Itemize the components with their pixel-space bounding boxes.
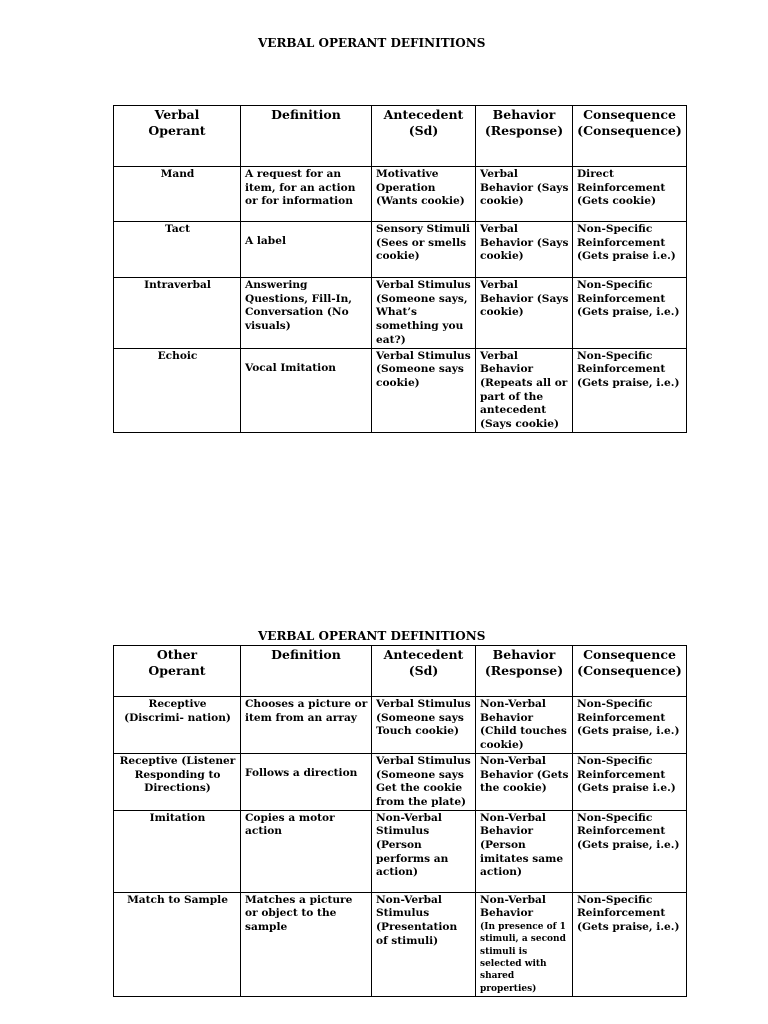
consequence-cell: Non-Specific Reinforcement (Gets praise, i.e.) xyxy=(573,810,687,892)
behavior-cell: Non-Verbal Behavior (Child touches cookie) xyxy=(476,697,573,754)
operant-cell: Intraverbal xyxy=(114,278,241,349)
definition-cell: A label xyxy=(241,222,372,278)
operant-cell: Tact xyxy=(114,222,241,278)
page-title: VERBAL OPERANT DEFINITIONS xyxy=(258,36,486,50)
antecedent-cell: Non-Verbal Stimulus (Person performs an action) xyxy=(372,810,476,892)
operant-cell: Imitation xyxy=(114,810,241,892)
antecedent-cell: Verbal Stimulus (Someone says cookie) xyxy=(372,348,476,432)
operant-cell: Echoic xyxy=(114,348,241,432)
operant-cell: Mand xyxy=(114,167,241,222)
behavior-cell: Verbal Behavior (Says cookie) xyxy=(476,167,573,222)
header-antecedent: Antecedent (Sd) xyxy=(372,106,476,167)
header-operant: Other Operant xyxy=(114,646,241,697)
consequence-cell: Non-Specific Reinforcement (Gets praise, i.e.) xyxy=(573,892,687,996)
consequence-cell: Non-Specific Reinforcement (Gets praise, i.e.) xyxy=(573,278,687,349)
behavior-cell: Verbal Behavior (Says cookie) xyxy=(476,222,573,278)
table-header-row xyxy=(114,106,687,167)
antecedent-cell: Non-Verbal Stimulus (Presentation of stimuli) xyxy=(372,892,476,996)
definition-cell: Answering Questions, Fill-In, Conversation (No visuals) xyxy=(241,278,372,349)
operant-cell: Match to Sample xyxy=(114,892,241,996)
table-row xyxy=(114,167,687,222)
antecedent-cell: Verbal Stimulus (Someone says, What’s something you eat?) xyxy=(372,278,476,349)
header-behavior: Behavior (Response) xyxy=(476,646,573,697)
table-row xyxy=(114,348,687,432)
behavior-cell: Non-Verbal Behavior (Person imitates same action) xyxy=(476,810,573,892)
verbal-operant-table xyxy=(113,105,687,433)
consequence-cell: Non-Specific Reinforcement (Gets praise, i.e.) xyxy=(573,348,687,432)
section-title: VERBAL OPERANT DEFINITIONS xyxy=(258,629,486,643)
table-header-row xyxy=(114,646,687,697)
antecedent-cell: Verbal Stimulus (Someone says Get the cookie from the plate) xyxy=(372,753,476,810)
definition-cell: A request for an item, for an action or for information xyxy=(241,167,372,222)
header-operant: Verbal Operant xyxy=(114,106,241,167)
consequence-cell: Non-Specific Reinforcement (Gets praise i.e.) xyxy=(573,753,687,810)
table-row xyxy=(114,697,687,754)
antecedent-cell: Motivative Operation (Wants cookie) xyxy=(372,167,476,222)
consequence-cell: Non-Specific Reinforcement (Gets praise, i.e.) xyxy=(573,697,687,754)
header-behavior: Behavior (Response) xyxy=(476,106,573,167)
definition-cell: Matches a picture or object to the sample xyxy=(241,892,372,996)
header-definition: Definition xyxy=(241,646,372,697)
operant-cell: Receptive (Listener Responding to Directions) xyxy=(114,753,241,810)
header-consequence: Consequence (Consequence) xyxy=(573,646,687,697)
consequence-cell: Non-Specific Reinforcement (Gets praise i.e.) xyxy=(573,222,687,278)
table-row xyxy=(114,222,687,278)
other-operant-table xyxy=(113,645,687,997)
behavior-cell: Non-Verbal Behavior (Gets the cookie) xyxy=(476,753,573,810)
header-antecedent: Antecedent (Sd) xyxy=(372,646,476,697)
table-row xyxy=(114,892,687,996)
definition-cell: Follows a direction xyxy=(241,753,372,810)
operant-cell: Receptive (Discrimi- nation) xyxy=(114,697,241,754)
table-row xyxy=(114,810,687,892)
antecedent-cell: Verbal Stimulus (Someone says Touch cookie) xyxy=(372,697,476,754)
table-row xyxy=(114,278,687,349)
definition-cell: Chooses a picture or item from an array xyxy=(241,697,372,754)
behavior-cell: Non-Verbal Behavior (In presence of 1 stimuli, a second stimuli is selected with shared properties) xyxy=(476,892,573,996)
behavior-cell: Verbal Behavior (Repeats all or part of the antecedent (Says cookie) xyxy=(476,348,573,432)
behavior-cell: Verbal Behavior (Says cookie) xyxy=(476,278,573,349)
table-row xyxy=(114,753,687,810)
header-consequence: Consequence (Consequence) xyxy=(573,106,687,167)
header-definition: Definition xyxy=(241,106,372,167)
antecedent-cell: Sensory Stimuli (Sees or smells cookie) xyxy=(372,222,476,278)
consequence-cell: Direct Reinforcement (Gets cookie) xyxy=(573,167,687,222)
definition-cell: Copies a motor action xyxy=(241,810,372,892)
definition-cell: Vocal Imitation xyxy=(241,348,372,432)
